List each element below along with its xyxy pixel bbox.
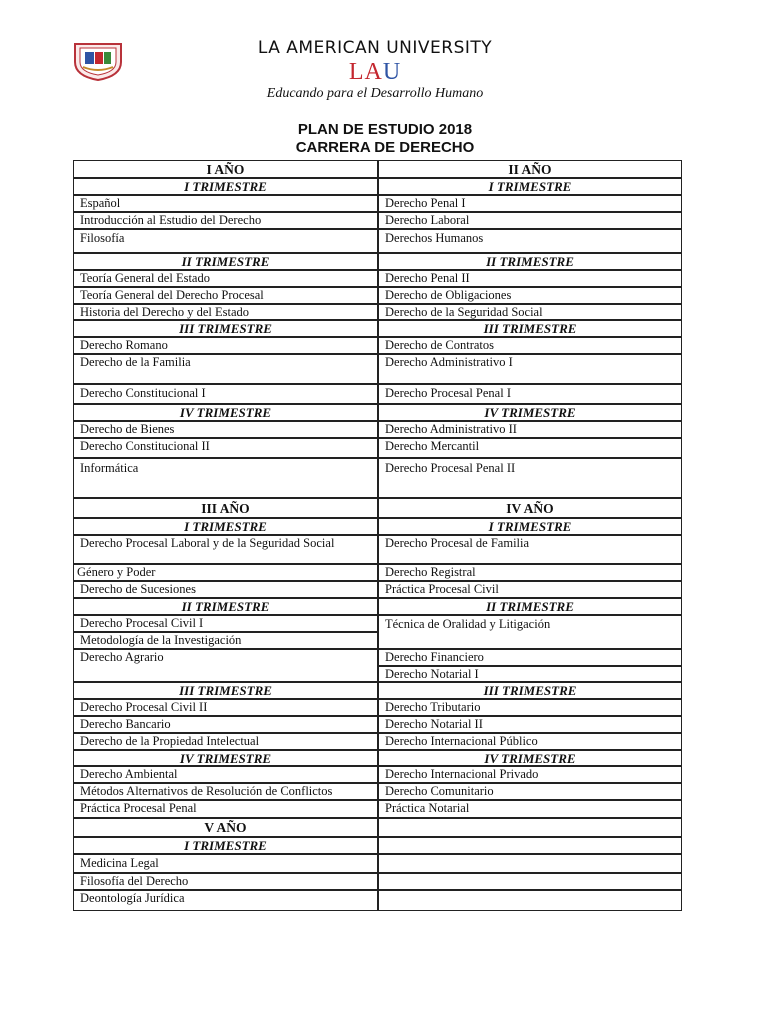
course-cell: Práctica Notarial <box>378 800 682 818</box>
course-cell: Medicina Legal <box>73 854 378 873</box>
course-cell: Filosofía del Derecho <box>73 873 378 890</box>
acronym-letter-l: L <box>348 59 365 85</box>
course-cell: Derecho Bancario <box>73 716 378 733</box>
course-cell: Derecho de la Familia <box>73 354 378 384</box>
university-crest-icon <box>71 38 125 82</box>
empty-cell <box>378 818 682 837</box>
course-cell: Práctica Procesal Civil <box>378 581 682 598</box>
course-cell: Técnica de Oralidad y Litigación <box>378 615 682 649</box>
course-cell: Derecho Ambiental <box>73 766 378 783</box>
course-cell: Historia del Derecho y del Estado <box>73 304 378 320</box>
term-header: III TRIMESTRE <box>73 682 378 699</box>
course-cell: Derecho de Obligaciones <box>378 287 682 304</box>
acronym-letter-u: U <box>382 59 402 85</box>
course-cell: Español <box>73 195 378 212</box>
year-header: I AÑO <box>73 160 378 178</box>
course-cell: Derechos Humanos <box>378 229 682 253</box>
course-cell: Derecho Laboral <box>378 212 682 229</box>
term-header: I TRIMESTRE <box>378 178 682 195</box>
term-header: IV TRIMESTRE <box>378 404 682 421</box>
university-acronym <box>140 59 610 85</box>
term-header: III TRIMESTRE <box>73 320 378 337</box>
course-cell: Derecho Administrativo II <box>378 421 682 438</box>
course-cell: Derecho de Sucesiones <box>73 581 378 598</box>
university-name: LA AMERICAN UNIVERSITY <box>257 38 493 58</box>
course-cell: Derecho Agrario <box>73 649 378 682</box>
term-header: IV TRIMESTRE <box>378 750 682 766</box>
course-cell: Derecho Procesal Civil I <box>73 615 378 632</box>
course-cell: Derecho de la Seguridad Social <box>378 304 682 320</box>
curriculum-table <box>73 160 682 911</box>
course-cell: Derecho Comunitario <box>378 783 682 800</box>
course-cell: Teoría General del Estado <box>73 270 378 287</box>
course-cell: Derecho Procesal Penal II <box>378 458 682 498</box>
course-cell: Filosofía <box>73 229 378 253</box>
year-header: IV AÑO <box>378 498 682 518</box>
empty-cell <box>378 890 682 911</box>
course-cell: Derecho Romano <box>73 337 378 354</box>
course-cell: Metodología de la Investigación <box>73 632 378 649</box>
year-header: III AÑO <box>73 498 378 518</box>
course-cell: Derecho Constitucional II <box>73 438 378 458</box>
empty-cell <box>378 837 682 854</box>
course-cell: Derecho Tributario <box>378 699 682 716</box>
course-cell: Derecho Notarial II <box>378 716 682 733</box>
course-cell: Derecho Penal II <box>378 270 682 287</box>
course-cell: Derecho Penal I <box>378 195 682 212</box>
term-header: IV TRIMESTRE <box>73 750 378 766</box>
term-header: III TRIMESTRE <box>378 320 682 337</box>
term-header: I TRIMESTRE <box>73 837 378 854</box>
term-header: II TRIMESTRE <box>73 253 378 270</box>
term-header: II TRIMESTRE <box>73 598 378 615</box>
empty-cell <box>378 854 682 873</box>
course-cell: Derecho Internacional Privado <box>378 766 682 783</box>
year-header: V AÑO <box>73 818 378 837</box>
course-cell: Derecho Financiero <box>378 649 682 666</box>
course-cell: Derecho de Bienes <box>73 421 378 438</box>
term-header: I TRIMESTRE <box>378 518 682 535</box>
course-cell: Derecho Administrativo I <box>378 354 682 384</box>
term-header: I TRIMESTRE <box>73 518 378 535</box>
course-cell: Derecho Procesal Penal I <box>378 384 682 404</box>
course-cell: Género y Poder <box>73 564 378 581</box>
course-cell: Derecho Notarial I <box>378 666 682 682</box>
course-cell: Derecho de Contratos <box>378 337 682 354</box>
course-cell: Derecho Procesal Laboral y de la Seguridad Social <box>73 535 378 564</box>
course-cell: Métodos Alternativos de Resolución de Conflictos <box>73 783 378 800</box>
course-cell: Derecho Mercantil <box>378 438 682 458</box>
course-cell: Introducción al Estudio del Derecho <box>73 212 378 229</box>
year-header: II AÑO <box>378 160 682 178</box>
course-cell: Teoría General del Derecho Procesal <box>73 287 378 304</box>
course-cell: Práctica Procesal Penal <box>73 800 378 818</box>
page-subtitle: CARRERA DE DERECHO <box>295 139 475 156</box>
term-header: II TRIMESTRE <box>378 598 682 615</box>
term-header: I TRIMESTRE <box>73 178 378 195</box>
page-title: PLAN DE ESTUDIO 2018 <box>297 121 473 138</box>
university-motto: Educando para el Desarrollo Humano <box>266 86 484 101</box>
term-header: III TRIMESTRE <box>378 682 682 699</box>
term-header: II TRIMESTRE <box>378 253 682 270</box>
course-cell: Derecho Registral <box>378 564 682 581</box>
term-header: IV TRIMESTRE <box>73 404 378 421</box>
course-cell: Derecho de la Propiedad Intelectual <box>73 733 378 750</box>
acronym-letter-a: A <box>364 59 383 85</box>
course-cell: Derecho Procesal Civil II <box>73 699 378 716</box>
empty-cell <box>378 873 682 890</box>
course-cell: Informática <box>73 458 378 498</box>
course-cell: Derecho Constitucional I <box>73 384 378 404</box>
course-cell: Deontología Jurídica <box>73 890 378 911</box>
course-cell: Derecho Procesal de Familia <box>378 535 682 564</box>
course-cell: Derecho Internacional Público <box>378 733 682 750</box>
